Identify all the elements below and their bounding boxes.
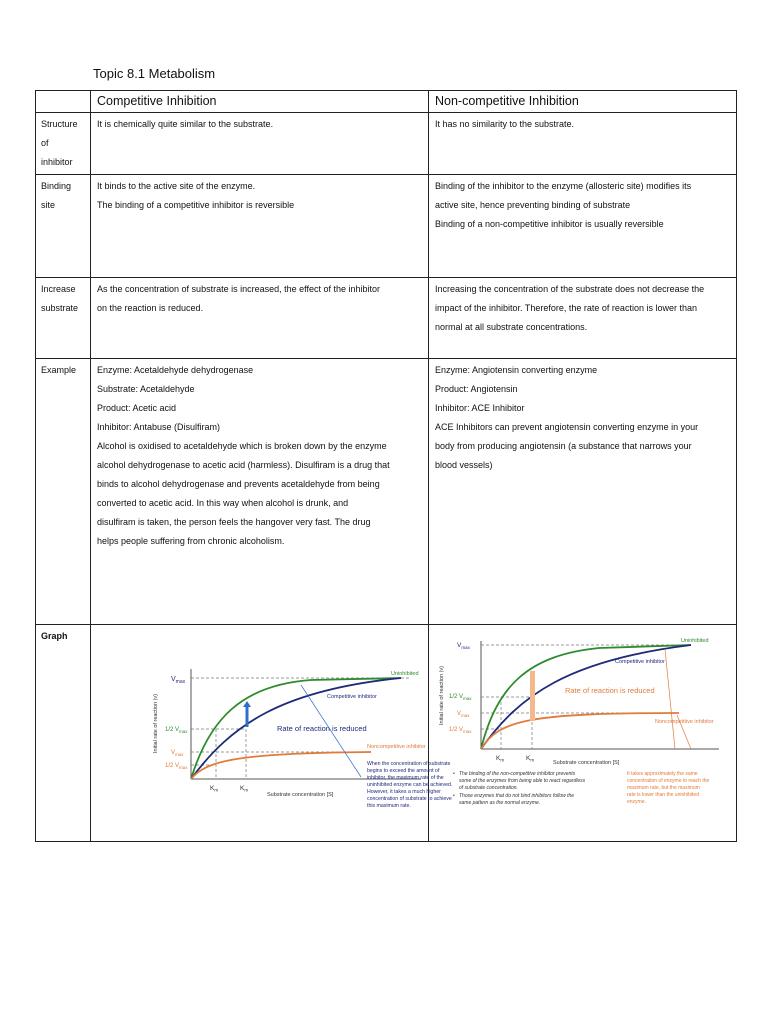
svg-text:Vmax: $V_{max}$ <box>171 750 184 757</box>
svg-text:Uninhibited: Uninhibited <box>391 671 419 677</box>
note-leader-1 <box>665 649 675 749</box>
svg-text:1/2 Vmax: 1/2 $V_{max}$ <box>449 727 472 734</box>
row-graph <box>36 625 737 842</box>
svg-text:1/2 Vmax: 1/2 $V_{max}$ <box>165 727 188 734</box>
row-label-increase: Increase substrate <box>36 278 91 359</box>
structure-noncompetitive: It has no similarity to the substrate. <box>429 113 737 175</box>
structure-competitive: It is chemically quite similar to the substrate. <box>91 113 429 175</box>
svg-text:Rate of reaction is reduced: Rate of reaction is reduced <box>565 686 655 695</box>
header-competitive: Competitive Inhibition <box>91 91 429 113</box>
header-row <box>36 91 737 113</box>
row-label-binding: Binding site <box>36 175 91 278</box>
svg-text:Km: $K_m$ <box>526 755 535 763</box>
binding-competitive: It binds to the active site of the enzyme. The binding of a competitive inhibitor is reversible <box>91 175 429 278</box>
svg-text:Competitive inhibitor: Competitive inhibitor <box>327 694 377 700</box>
noncompetitive-bullets: • The binding of the non-competitive inhibitor prevents some of the enzymes from being able to react regardless of substrate concentration. • Those enzymes that do not bind inhibitors follow the same pattern as the normal enzyme. <box>453 771 586 806</box>
competitive-inhibition-graph <box>91 625 453 836</box>
comparison-table <box>35 90 737 842</box>
row-binding <box>36 175 737 278</box>
svg-text:1/2 Vmax: 1/2 $V_{max}$ <box>449 694 472 701</box>
page-title: Topic 8.1 Metabolism <box>93 66 216 81</box>
noncompetitive-curve <box>191 752 371 779</box>
svg-text:Substrate concentration [S]: Substrate concentration [S] <box>267 792 334 798</box>
row-example <box>36 359 737 625</box>
svg-text:Km: $K_m$ <box>240 785 249 793</box>
noncompetitive-note: It takes approximately the same concentration of enzyme to reach the maximum rate, but the maximum rate is lower than the uninhibited enzyme. <box>627 771 710 805</box>
increase-competitive: As the concentration of substrate is increased, the effect of the inhibitor on the reaction is reduced. <box>91 278 429 359</box>
binding-noncompetitive: Binding of the inhibitor to the enzyme (allosteric site) modifies its active site, hence preventing binding of substrate Binding of a non-competitive inhibitor is usually reversible <box>429 175 737 278</box>
svg-text:Initial rate of reaction (v): Initial rate of reaction (v) <box>439 666 445 725</box>
svg-text:Km: $K_m$ <box>210 785 219 793</box>
svg-text:Vmax: $V_{max}$ <box>457 711 470 718</box>
svg-text:Competitive inhibitor: Competitive inhibitor <box>615 659 665 665</box>
competitive-note: When the concentration of substrate begins to exceed the amount of inhibitor, the maximum rate of the uninhibited enzyme can be achieved. However, it takes a much higher concentration of substrate to achieve this maximum rate. <box>367 761 453 809</box>
row-label-graph: Graph <box>36 625 91 842</box>
rate-arrow-head <box>243 701 251 707</box>
graph-noncompetitive-cell <box>429 625 737 842</box>
svg-text:Substrate concentration [S]: Substrate concentration [S] <box>553 760 620 766</box>
noncompetitive-curve <box>481 713 679 749</box>
svg-text:Vmax: $V_{max}$ <box>457 642 470 650</box>
row-label-structure: Structure of inhibitor <box>36 113 91 175</box>
noncompetitive-inhibition-graph <box>429 625 737 836</box>
row-increase <box>36 278 737 359</box>
svg-text:Rate of reaction is reduced: Rate of reaction is reduced <box>277 724 367 733</box>
increase-noncompetitive: Increasing the concentration of the substrate does not decrease the impact of the inhibitor. Therefore, the rate of reaction is lower than normal at all substrate concentrations. <box>429 278 737 359</box>
header-noncompetitive: Non-competitive Inhibition <box>429 91 737 113</box>
rate-bar <box>530 671 535 721</box>
example-competitive: Enzyme: Acetaldehyde dehydrogenase Substrate: Acetaldehyde Product: Acetic acid Inhibitor: Antabuse (Disulfiram) Alcohol is oxidised to acetaldehyde which is broken down by the enzyme alcohol dehydrogenase to acetic acid (harmless). Disulfiram is a drug that binds to alcohol dehydrogenase and prevents acetaldehyde from being converted to acetic acid. In this way when alcohol is drunk, and disulfiram is taken, the person feels the hangover very fast. The drug helps people suffering from chronic alcoholism. <box>91 359 429 625</box>
svg-text:Noncompetitive inhibitor: Noncompetitive inhibitor <box>367 744 426 750</box>
graph-competitive-cell <box>91 625 453 842</box>
svg-text:1/2 Vmax: 1/2 $V_{max}$ <box>165 763 188 770</box>
header-blank <box>36 91 91 113</box>
svg-text:Vmax: $V_{max}$ <box>171 676 186 685</box>
svg-text:Initial rate of reaction (v): Initial rate of reaction (v) <box>153 694 159 753</box>
row-label-example: Example <box>36 359 91 625</box>
svg-text:Noncompetitive inhibitor: Noncompetitive inhibitor <box>655 719 714 725</box>
row-structure <box>36 113 737 175</box>
svg-text:Km: $K_m$ <box>496 755 505 763</box>
svg-text:Uninhibited: Uninhibited <box>681 638 709 644</box>
example-noncompetitive: Enzyme: Angiotensin converting enzyme Product: Angiotensin Inhibitor: ACE Inhibitor ACE Inhibitors can prevent angiotensin converting enzyme in your body from producing angiotensin (a substance that narrows your blood vessels) <box>429 359 737 625</box>
